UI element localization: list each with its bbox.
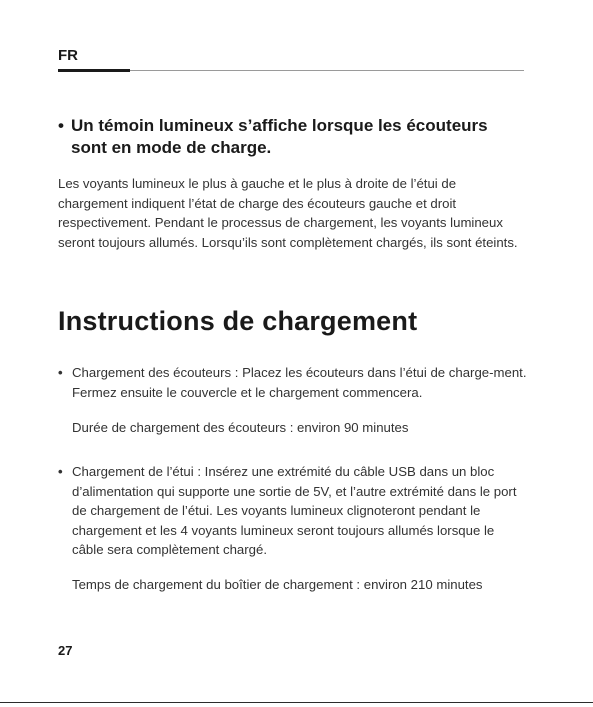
language-label: FR — [58, 47, 78, 64]
bottom-border — [0, 702, 593, 703]
list-item-text: Chargement des écouteurs : Placez les écouteurs dans l’étui de charge-ment. Fermez ensuite le couvercle et le chargement commencera. — [72, 365, 527, 400]
bullet-heading-text: Un témoin lumineux s’affiche lorsque les écouteurs sont en mode de charge. — [71, 116, 488, 157]
list-item-note: Temps de chargement du boîtier de chargement : environ 210 minutes — [72, 577, 483, 592]
bullet-dot-icon: • — [58, 365, 63, 380]
bullet-dot-icon: • — [58, 116, 64, 135]
page-number: 27 — [58, 643, 73, 658]
led-description: Les voyants lumineux le plus à gauche et le plus à droite de l’étui de chargement indiquent l’état de charge des écouteurs gauche et droit respectivement. Pendant le processus de chargement, les voyants lumineux seront toujours allumés. Lorsqu’ils sont complètement chargés, ils sont éteints. — [58, 176, 518, 250]
header-rule-accent — [58, 69, 130, 72]
bullet-heading — [58, 115, 528, 159]
list-item — [58, 462, 528, 560]
list-item — [58, 363, 528, 402]
section-title: Instructions de chargement — [58, 306, 418, 336]
list-item-note: Durée de chargement des écouteurs : environ 90 minutes — [72, 420, 409, 435]
bullet-dot-icon: • — [58, 464, 63, 479]
list-item-text: Chargement de l’étui : Insérez une extrémité du câble USB dans un bloc d’alimentation qui supporte une sortie de 5V, et l’autre extrémité dans le port de chargement de l’étui. Les voyants lumineux clignoteront pendant le chargement et les 4 voyants lumineux seront toujours allumés lorsque le câble sera complètement chargé. — [72, 464, 517, 557]
